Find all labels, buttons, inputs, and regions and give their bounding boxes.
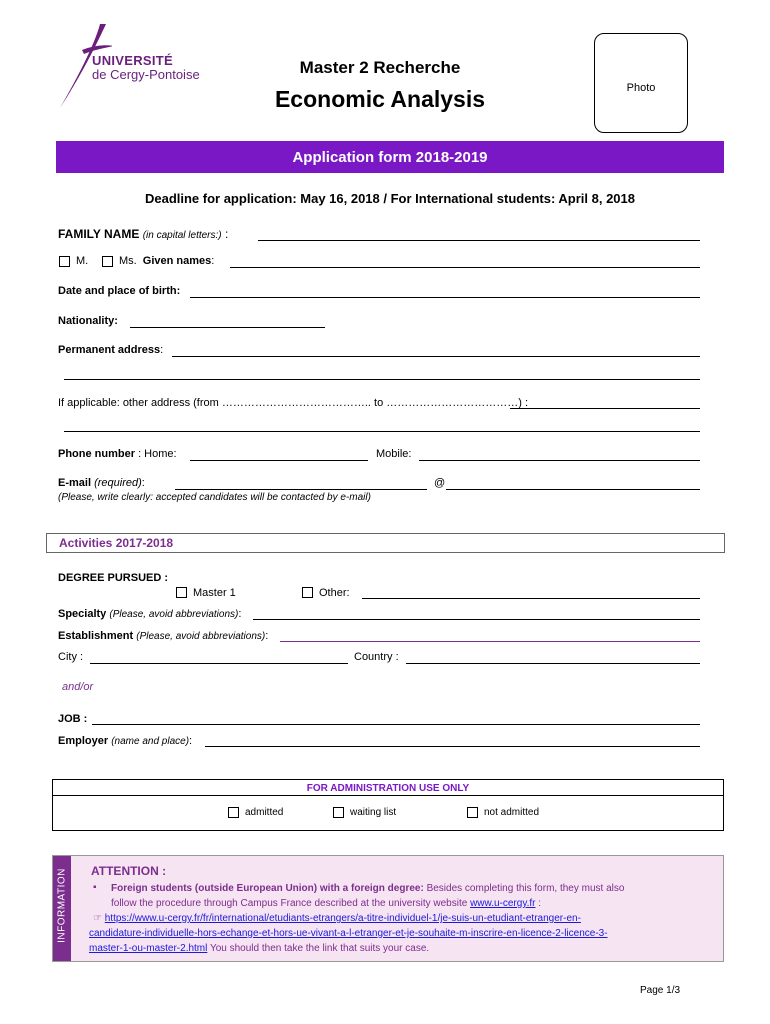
campus-france-link-1[interactable]: https://www.u-cergy.fr/fr/international/etudiants-etrangers/a-titre-individuel-1/je-suis-un-etudiant-etranger-en- <box>104 913 581 924</box>
email-required: (required) <box>94 477 142 489</box>
establishment-label-group: Establishment (Please, avoid abbreviations): <box>58 630 269 642</box>
photo-label: Photo <box>626 82 656 94</box>
activities-header <box>46 533 725 553</box>
logo-line2: de Cergy-Pontoise <box>92 67 200 82</box>
other-degree-checkbox[interactable] <box>302 587 313 598</box>
email-label: E-mail <box>58 477 92 489</box>
establishment-field[interactable] <box>280 641 700 642</box>
info-bold: Foreign students (outside European Union) with a foreign degree: <box>111 883 424 894</box>
phone-label-group <box>58 448 177 460</box>
employer-field[interactable] <box>205 746 700 747</box>
info-text1: Besides completing this form, they must also <box>423 883 625 894</box>
dob-label: Date and place of birth: <box>58 285 181 297</box>
family-name-field[interactable] <box>258 240 700 241</box>
header-title: Economic Analysis <box>274 86 486 112</box>
not-admitted-label: not admitted <box>484 807 540 818</box>
establishment-hint: (Please, avoid abbreviations) <box>136 631 266 642</box>
email-note: (Please, write clearly: accepted candidates will be contacted by e-mail) <box>58 492 371 503</box>
pointing-hand-icon: ☞ <box>93 913 102 924</box>
title-ms-label-group: Ms. Given names: <box>119 255 215 267</box>
info-paragraph-cont <box>89 926 719 956</box>
title-ms-label: Ms. <box>119 255 137 267</box>
family-name-label: FAMILY NAME <box>58 227 140 241</box>
banner-title: Application form 2018-2019 <box>292 149 488 166</box>
permanent-address-field[interactable] <box>172 356 700 357</box>
nationality-field[interactable] <box>130 327 325 328</box>
employer-label-group: Employer (name and place): <box>58 735 193 747</box>
other-address-label: If applicable: other address (from ………………………………….. to ………………………………) : <box>58 397 529 409</box>
permanent-address-label: Permanent address <box>58 344 161 356</box>
photo-box <box>594 33 688 133</box>
specialty-field[interactable] <box>253 619 700 620</box>
other-degree-field[interactable] <box>362 598 700 599</box>
waiting-list-checkbox[interactable] <box>333 807 344 818</box>
waiting-list-label: waiting list <box>350 807 397 818</box>
nationality-label: Nationality: <box>58 315 118 327</box>
title-ms-checkbox[interactable] <box>102 256 113 267</box>
info-after-link: You should then take the link that suits your case. <box>207 943 430 954</box>
info-site-colon: : <box>535 898 542 909</box>
family-name-label-group <box>58 227 228 241</box>
country-label: Country : <box>354 651 399 663</box>
not-admitted-checkbox[interactable] <box>467 807 478 818</box>
andor-text: and/or <box>62 681 94 693</box>
given-names-field[interactable] <box>230 267 700 268</box>
email-domain-field[interactable] <box>446 489 700 490</box>
permanent-address-label-group: Permanent address: <box>58 344 164 356</box>
university-logo <box>52 20 222 110</box>
other-address-field[interactable] <box>510 408 700 409</box>
information-side-label: INFORMATION <box>56 868 68 943</box>
job-field[interactable] <box>92 724 700 725</box>
family-name-colon: : <box>221 227 229 241</box>
permanent-address-field-2[interactable] <box>64 379 700 380</box>
email-at-sign: @ <box>434 477 446 489</box>
attention-heading: ATTENTION : <box>91 864 167 878</box>
logo-line1: UNIVERSITÉ <box>92 53 174 68</box>
dob-field[interactable] <box>190 297 700 298</box>
master1-checkbox[interactable] <box>176 587 187 598</box>
specialty-hint: (Please, avoid abbreviations) <box>109 609 239 620</box>
employer-hint: (name and place) <box>111 736 190 747</box>
admitted-checkbox[interactable] <box>228 807 239 818</box>
other-degree-label: Other: <box>319 587 350 599</box>
application-banner <box>56 141 724 173</box>
country-field[interactable] <box>406 663 700 664</box>
header-subtitle: Master 2 Recherche <box>299 58 461 77</box>
establishment-label: Establishment <box>58 630 134 642</box>
phone-label: Phone number <box>58 448 136 460</box>
email-label-group: E-mail (required): <box>58 477 145 489</box>
deadline-text: Deadline for application: May 16, 2018 / For International students: April 8, 2018 <box>144 191 636 206</box>
phone-home-field[interactable] <box>190 460 368 461</box>
employer-label: Employer <box>58 735 109 747</box>
city-field[interactable] <box>90 663 348 664</box>
given-names-label: Given names <box>142 255 212 267</box>
page-number: Page 1/3 <box>640 985 681 996</box>
title-m-label: M. <box>76 255 89 267</box>
specialty-label-group: Specialty (Please, avoid abbreviations): <box>58 608 242 620</box>
info-text2: follow the procedure through Campus France described at the university website <box>111 898 471 909</box>
title-m-checkbox[interactable] <box>59 256 70 267</box>
campus-france-link-2[interactable]: candidature-individuelle-hors-echange-et-hors-ue-vivant-a-l-etranger-et-je-souhaite-m-inscrire-en-licence-2-licence-3- <box>89 928 608 939</box>
master1-label: Master 1 <box>193 587 236 599</box>
specialty-label: Specialty <box>58 608 107 620</box>
mobile-label: Mobile: <box>376 448 412 460</box>
campus-france-link-3[interactable]: master-1-ou-master-2.html <box>89 943 208 954</box>
other-address-field-2[interactable] <box>64 431 700 432</box>
email-user-field[interactable] <box>175 489 427 490</box>
city-label: City : <box>58 651 84 663</box>
bullet-icon: ▪ <box>93 882 97 893</box>
admin-box <box>52 779 724 831</box>
information-side-bar <box>53 856 71 961</box>
phone-home-label: : Home: <box>135 448 177 460</box>
mobile-field[interactable] <box>419 460 700 461</box>
university-site-link[interactable]: www.u-cergy.fr <box>470 898 536 909</box>
admitted-label: admitted <box>245 807 284 818</box>
admin-title: FOR ADMINISTRATION USE ONLY <box>53 780 723 796</box>
info-paragraph <box>93 881 721 926</box>
degree-label: DEGREE PURSUED : <box>58 572 169 584</box>
job-label: JOB : <box>58 713 88 725</box>
family-name-hint: (in capital letters:) <box>142 230 222 241</box>
information-box <box>52 855 724 962</box>
activities-title: Activities 2017-2018 <box>59 536 174 550</box>
